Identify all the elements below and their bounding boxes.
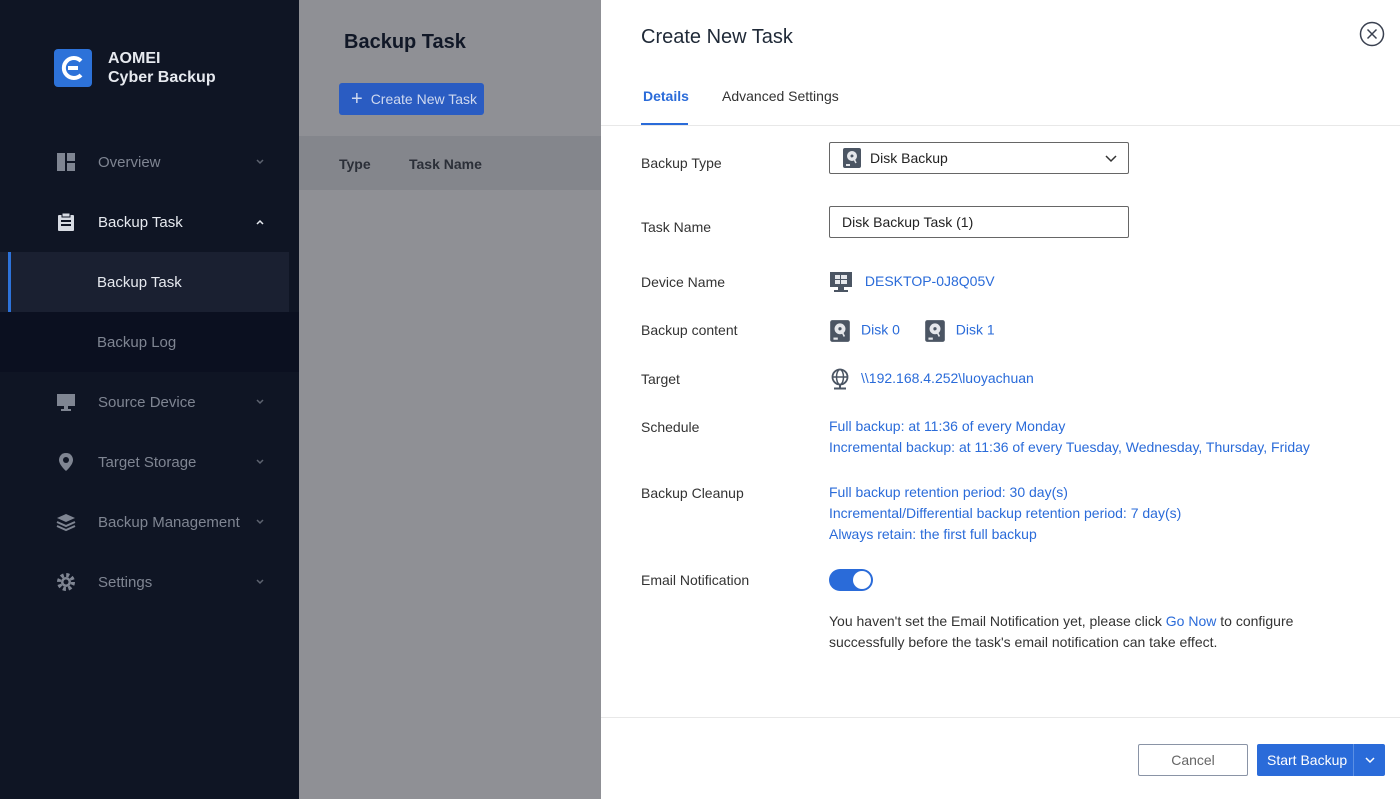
chevron-up-icon <box>255 214 265 231</box>
backup-cleanup-label: Backup Cleanup <box>641 485 744 501</box>
gear-icon <box>56 572 76 592</box>
close-icon <box>1359 21 1385 47</box>
column-header-type[interactable]: Type <box>339 156 371 172</box>
disk-icon <box>829 319 851 343</box>
sidebar-item-backup-task[interactable] <box>0 192 299 252</box>
email-notification-label: Email Notification <box>641 572 750 588</box>
start-backup-dropdown[interactable] <box>1353 744 1385 776</box>
backup-content-label: Backup content <box>641 322 738 338</box>
schedule-incremental[interactable]: Incremental backup: at 11:36 of every Tuesday, Wednesday, Thursday, Friday <box>829 439 1310 455</box>
disk-0-link[interactable]: Disk 0 <box>861 321 900 338</box>
target-label: Target <box>641 371 680 387</box>
chevron-down-icon <box>255 154 265 171</box>
start-backup-button[interactable] <box>1257 744 1385 776</box>
sidebar-item-label: Backup Management <box>98 513 240 531</box>
schedule-full[interactable]: Full backup: at 11:36 of every Monday <box>829 418 1066 434</box>
disk-icon <box>842 147 862 169</box>
logo-icon <box>54 49 92 87</box>
close-button[interactable] <box>1359 21 1385 47</box>
main-content <box>299 0 601 799</box>
panel-title: Create New Task <box>641 26 793 48</box>
windows-computer-icon <box>829 271 853 293</box>
logo-text <box>108 49 216 87</box>
sidebar-nav <box>0 132 299 612</box>
sidebar-subitem-backup-task[interactable] <box>0 252 289 312</box>
target-link[interactable]: \\192.168.4.252\luoyachuan <box>861 370 1034 386</box>
sidebar <box>0 0 299 799</box>
create-new-task-button[interactable] <box>339 83 484 115</box>
plus-icon: + <box>351 88 363 110</box>
target-value <box>829 368 1034 390</box>
chevron-down-icon <box>255 514 265 531</box>
backup-content-value <box>829 319 995 343</box>
sidebar-item-overview[interactable] <box>0 132 299 192</box>
chevron-down-icon <box>1104 152 1118 169</box>
sidebar-item-label: Overview <box>98 153 161 171</box>
layers-icon <box>56 512 76 532</box>
clipboard-icon <box>56 212 76 232</box>
cleanup-full[interactable]: Full backup retention period: 30 day(s) <box>829 484 1068 500</box>
tab-advanced-settings[interactable]: Advanced Settings <box>722 88 839 104</box>
backup-type-label: Backup Type <box>641 155 722 171</box>
logo-line1: AOMEI <box>108 50 161 67</box>
notice-text-after: to configure successfully before the task's email notification can take effect. <box>829 613 1294 650</box>
email-notification-toggle[interactable] <box>829 569 873 591</box>
schedule-label: Schedule <box>641 419 700 435</box>
disk-1-link[interactable]: Disk 1 <box>955 321 995 338</box>
cleanup-always[interactable]: Always retain: the first full backup <box>829 526 1037 542</box>
panel-tabs <box>601 76 1400 126</box>
task-name-input[interactable] <box>829 206 1129 238</box>
sidebar-item-label: Source Device <box>98 393 196 411</box>
backup-cleanup-value[interactable] <box>829 482 1181 545</box>
sidebar-subitem-label: Backup Task <box>97 273 182 291</box>
panel-footer <box>601 717 1400 799</box>
chevron-down-icon <box>255 574 265 591</box>
page-title: Backup Task <box>344 31 466 53</box>
notice-text-before: You haven't set the Email Notification yet, please click <box>829 613 1166 629</box>
logo-line2: Cyber Backup <box>108 69 216 86</box>
device-name-link[interactable]: DESKTOP-0J8Q05V <box>864 273 995 289</box>
backup-type-value: Disk Backup <box>870 150 948 166</box>
monitor-icon <box>56 392 76 412</box>
sidebar-subitem-label: Backup Log <box>97 333 177 351</box>
sidebar-subitem-backup-log[interactable] <box>0 312 299 372</box>
email-notification-notice <box>829 611 1309 653</box>
device-name-label: Device Name <box>641 274 726 290</box>
sidebar-item-target-storage[interactable] <box>0 432 299 492</box>
start-backup-label: Start Backup <box>1267 752 1348 768</box>
network-globe-icon <box>829 368 851 390</box>
go-now-link[interactable]: Go Now <box>1165 613 1217 629</box>
sidebar-item-label: Backup Task <box>98 213 183 231</box>
create-task-panel <box>601 0 1400 799</box>
sidebar-item-label: Settings <box>98 573 153 591</box>
tab-details[interactable]: Details <box>643 88 689 104</box>
table-header <box>299 136 601 190</box>
sidebar-item-label: Target Storage <box>98 453 197 471</box>
device-name-value <box>829 271 995 293</box>
sidebar-item-backup-management[interactable] <box>0 492 299 552</box>
disk-icon <box>924 319 946 343</box>
chevron-down-icon <box>255 394 265 411</box>
column-header-task-name[interactable]: Task Name <box>409 156 482 172</box>
cancel-button[interactable]: Cancel <box>1138 744 1248 776</box>
app-logo[interactable] <box>54 49 216 87</box>
cleanup-incremental[interactable]: Incremental/Differential backup retention period: 7 day(s) <box>829 505 1182 521</box>
task-name-label: Task Name <box>641 219 712 235</box>
schedule-value[interactable] <box>829 416 1310 458</box>
dashboard-icon <box>56 152 76 172</box>
chevron-down-icon <box>255 454 265 471</box>
backup-type-select[interactable] <box>829 142 1129 174</box>
create-new-task-label: Create New Task <box>370 91 478 107</box>
sidebar-item-settings[interactable] <box>0 552 299 612</box>
chevron-down-icon <box>1364 754 1376 766</box>
location-pin-icon <box>56 452 76 472</box>
active-tab-indicator <box>641 123 688 125</box>
sidebar-item-source-device[interactable] <box>0 372 299 432</box>
